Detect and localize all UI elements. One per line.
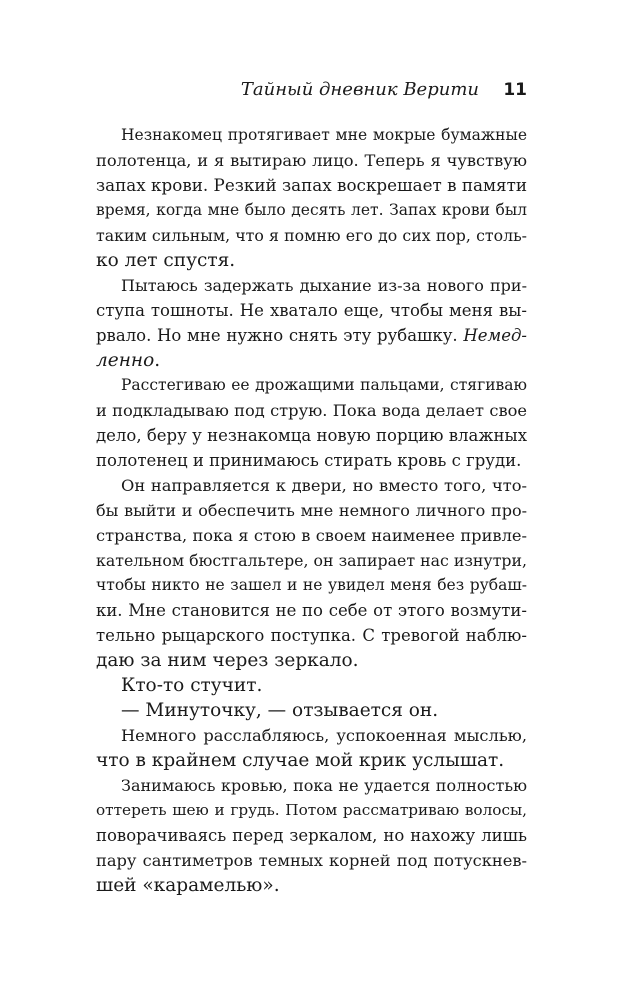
text-line [96,523,527,548]
text-line-content: поворачиваясь перед зеркалом, но нахожу лишь [96,826,527,845]
text-line [96,373,527,398]
page-number: 11 [503,80,527,100]
text-line [96,248,527,273]
text-line [96,398,527,423]
text-line-content: дело, беру у незнакомца новую порцию влажных [96,426,527,445]
text-line [96,198,527,223]
text-line-content: таким сильным, что я помню его до сих пор, столь- [96,226,527,245]
text-line [96,748,527,773]
text-line-content: Занимаюсь кровью, пока не удается полностью [121,776,527,795]
text-line-content: кательном бюстгальтере, он запирает нас изнутри, [96,551,527,570]
text-line [96,723,527,748]
text-line-content: полотенца, и я вытираю лицо. Теперь я чувствую [96,151,527,170]
emphasis-text: Немед- [463,326,527,345]
text-line-content: — Минуточку, — отзывается он. [121,700,439,721]
running-header [96,78,527,102]
text-line-content: Пытаюсь задержать дыхание из-за нового при- [121,276,527,295]
text-line-content: тельно рыцарского поступка. С тревогой наблю- [96,626,527,645]
text-line-content: Незнакомец протягивает мне мокрые бумажные [121,126,527,144]
text-line [96,848,527,873]
text-line [96,123,527,148]
text-line-content: рвало. Но мне нужно снять эту рубашку. [96,326,458,345]
text-line-content: Он направляется к двери, но вместо того, что- [121,476,527,495]
text-line [96,598,527,623]
text-line [96,448,527,473]
text-line [96,273,527,298]
text-line-tail: . [154,350,161,371]
text-line [96,648,527,673]
text-line [96,698,527,723]
text-line-content: Кто-то стучит. [121,675,263,696]
text-line [96,323,527,348]
text-line-content: и подкладываю под струю. Пока вода делает свое [96,401,527,420]
text-line-content: чтобы никто не зашел и не увидел меня без рубаш- [96,576,527,594]
text-line-content: полотенец и принимаюсь стирать кровь с груди. [96,451,522,470]
text-line-content: даю за ним через зеркало. [96,650,359,671]
text-line [96,823,527,848]
text-line [96,348,527,373]
text-line-content: время, когда мне было десять лет. Запах крови был [96,201,527,219]
text-line-content: запах крови. Резкий запах воскрешает в памяти [96,175,528,195]
text-line-content: ко лет спустя. [96,250,236,271]
text-line [96,548,527,573]
text-line-content: странства, пока я стою в своем наименее привле- [96,526,527,545]
text-line [96,623,527,648]
text-line [96,473,527,498]
text-line-content: Немного расслабляюсь, успокоенная мыслью, [121,726,527,745]
text-line [96,873,527,898]
text-line [96,773,527,798]
book-title: Тайный дневник Верити [240,79,479,100]
text-line-content: ступа тошноты. Не хватало еще, чтобы меня вы- [96,301,527,320]
text-line [96,148,527,173]
text-line-content: Расстегиваю ее дрожащими пальцами, стягиваю [121,376,527,394]
text-line-content: оттереть шею и грудь. Потом рассматриваю волосы, [96,801,527,819]
text-line-content: ки. Мне становится не по себе от этого возмути- [96,601,527,620]
text-line-content: что в крайнем случае мой крик услышат. [96,750,505,771]
text-line [96,573,527,598]
text-line [96,423,527,448]
text-line [96,298,527,323]
text-line [96,498,527,523]
text-line [96,798,527,823]
emphasis-text: ленно [96,350,155,371]
text-line-content: шей «карамелью». [96,875,280,896]
text-line [96,173,527,198]
text-line-content: пару сантиметров темных корней под потускнев- [96,851,527,870]
text-line [96,223,527,248]
text-line [96,673,527,698]
body-text [96,123,527,898]
text-line-content: бы выйти и обеспечить мне немного личного про- [96,501,527,520]
